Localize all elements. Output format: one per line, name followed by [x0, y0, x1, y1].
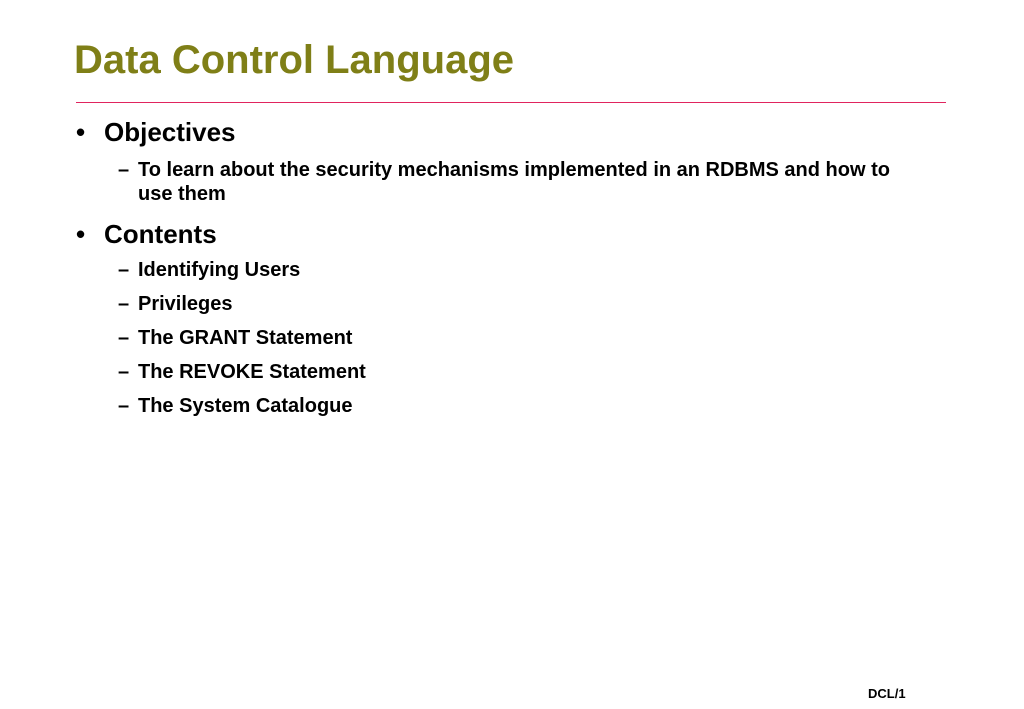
bullet-heading: Contents	[104, 219, 217, 249]
bullet-objectives	[76, 117, 236, 147]
dash-marker: –	[118, 327, 130, 349]
dash-marker: –	[118, 361, 130, 383]
sub-bullet-text: Privileges	[138, 293, 233, 315]
dash-marker: –	[118, 395, 130, 417]
sub-bullet-text: The System Catalogue	[138, 395, 353, 417]
sub-bullet-item	[118, 292, 928, 316]
sub-bullet-text: The REVOKE Statement	[138, 361, 366, 383]
slide-title: Data Control Language	[74, 38, 515, 82]
bullet-heading: Objectives	[104, 117, 236, 147]
sub-bullet-item	[118, 360, 928, 384]
sub-bullet-text: The GRANT Statement	[138, 327, 353, 349]
bullet-marker: •	[76, 117, 86, 147]
sub-bullet-item	[118, 394, 928, 418]
sub-bullet-item	[118, 326, 928, 350]
bullet-contents	[76, 219, 217, 249]
dash-marker: –	[118, 293, 130, 315]
slide-number: DCL/1	[868, 686, 906, 701]
dash-marker: –	[118, 259, 130, 281]
title-divider	[76, 102, 946, 103]
sub-bullet-item	[118, 258, 928, 282]
sub-bullet-item	[118, 158, 928, 206]
dash-marker: –	[118, 159, 130, 181]
bullet-marker: •	[76, 219, 86, 249]
sub-bullet-text: Identifying Users	[138, 259, 301, 281]
sub-bullet-text: To learn about the security mechanisms implemented in an RDBMS and how to use them	[138, 159, 890, 205]
